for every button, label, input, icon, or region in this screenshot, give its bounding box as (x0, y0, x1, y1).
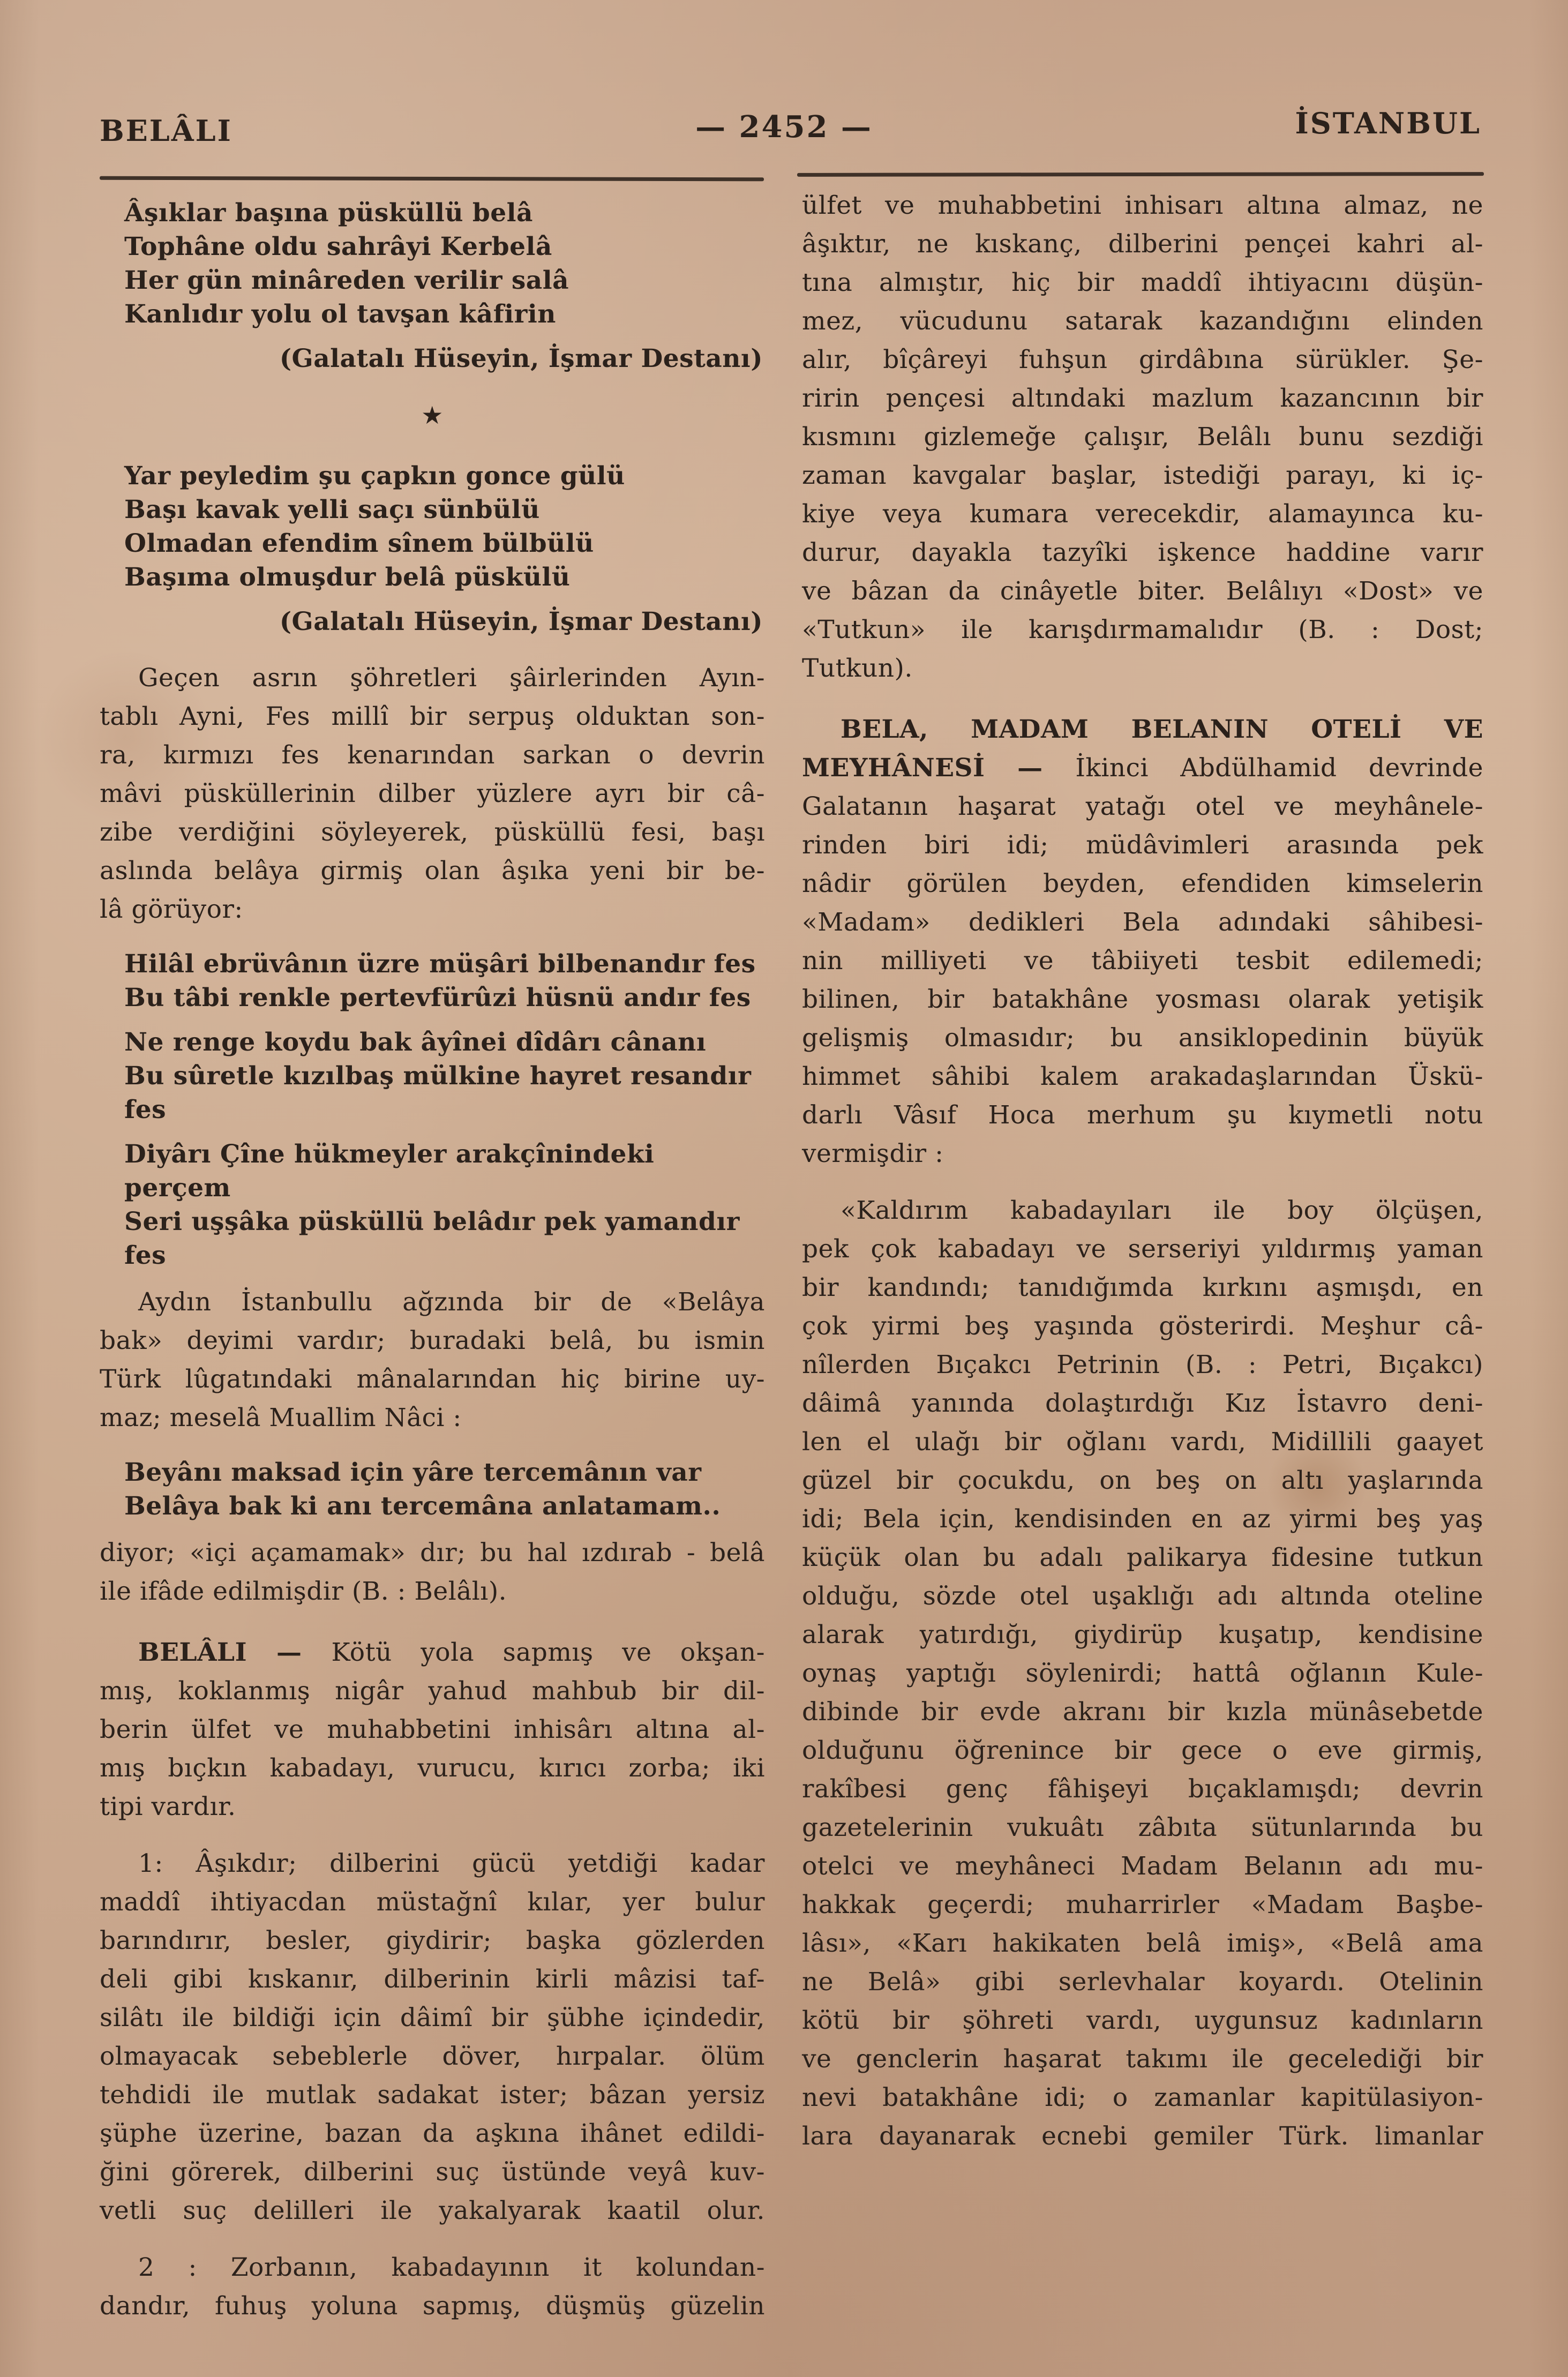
text-line: nevi batakhâne idi; o zamanlar kapitülasiyon- (802, 2083, 1483, 2112)
text-line: dâimâ yanında dolaştırdığı Kız İstavro deni- (802, 1389, 1483, 1418)
para-block (100, 1633, 765, 1826)
text-line: lâsı», «Karı hakikaten belâ imiş», «Belâ ama (802, 1929, 1483, 1958)
poem-attribution: (Galatalı Hüseyin, İşmar Destanı) (279, 607, 763, 636)
text-line: tehdidi ile mutlak sadakat ister; bâzan yersiz (100, 2080, 765, 2110)
text-line: hakkak geçerdi; muharrirler «Madam Başbe- (802, 1890, 1483, 1919)
poem-attribution: (Galatalı Hüseyin, İşmar Destanı) (279, 344, 763, 373)
entry-headword: BELÂLI — (138, 1638, 332, 1667)
text-line: himmet sâhibi kalem arakadaşlarından Üskü- (802, 1062, 1483, 1091)
text-line: lâ görüyor: (100, 895, 243, 924)
text-line: mez, vücudunu satarak kazandığını elinden (802, 306, 1483, 336)
para-block (802, 710, 1483, 1173)
header-rule-left (100, 176, 764, 182)
text-line: lara dayanarak ecnebi gemiler Türk. limanlar (802, 2121, 1483, 2151)
text-line: Bu sûretle kızılbaş mülkine hayret resandır fes (124, 1061, 752, 1124)
text-line: len el ulağı bir oğlanı vardı, Midillili gaayet (802, 1427, 1483, 1457)
text-line: Kanlıdır yolu ol tavşan kâfirin (124, 299, 556, 329)
text-line: çok yirmi beş yaşında gösterirdi. Meşhur câ- (802, 1311, 1483, 1341)
text-line: aslında belâya girmiş olan âşıka yeni bir be- (100, 856, 765, 886)
text-line: vetli suç delilleri ile yakalyarak kaatil olur. (100, 2196, 765, 2225)
text-line: tına almıştır, hiç bir maddî ihtiyacını düşün- (802, 268, 1483, 297)
text-line: olduğunu öğrenince bir gece o eve girmiş, (802, 1736, 1483, 1765)
text-line: rinden biri idi; müdâvimleri arasında pek (802, 830, 1483, 860)
text-line: «Tutkun» ile karışdırmamalıdır (B. : Dost; (802, 615, 1483, 644)
text-line: Aydın İstanbullu ağzında bir de «Belâya (138, 1287, 765, 1317)
text-line: «Madam» dedikleri Bela adındaki sâhibesi- (802, 908, 1483, 937)
text-column-right (802, 186, 1483, 2174)
text-line: Başı kavak yelli saçı sünbülü (124, 495, 540, 524)
text-line: durur, dayakla tazyîki işkence haddine varır (802, 538, 1483, 567)
text-line: dandır, fuhuş yoluna sapmış, düşmüş güzelin (100, 2291, 765, 2321)
text-line: Belâya bak ki anı tercemâna anlatamam.. (124, 1491, 721, 1521)
text-line: Bu tâbi renkle pertevfürûzi hüsnü andır fes (124, 983, 751, 1013)
text-line: zaman kavgalar başlar, istediği parayı, ki iç- (802, 461, 1483, 490)
text-line: bir kandındı; tanıdığımda kırkını aşmışdı, en (802, 1273, 1483, 1302)
text-line: ğini görerek, dilberini suç üstünde veyâ kuv- (100, 2157, 765, 2187)
text-line: barındırır, besler, giydirir; başka gözlerden (100, 1926, 765, 1955)
text-line: Beyânı maksad için yâre tercemânın var (124, 1458, 702, 1487)
entry-headword: BELA, MADAM BELANIN OTELİ VE (841, 715, 1483, 744)
text-line: vermişdir : (802, 1139, 944, 1168)
para-block (100, 1283, 765, 1437)
text-line: MEYHÂNESİ — İkinci Abdülhamid devrinde (802, 753, 1483, 783)
poem-block (124, 196, 765, 331)
text-line: küçük olan bu adalı palikarya fidesine tutkun (802, 1543, 1483, 1572)
poem-block (124, 1137, 765, 1272)
text-line: ve genclerin haşarat takımı ile gecelediği bir (802, 2044, 1483, 2074)
text-line: âşıktır, ne kıskanç, dilberini pençei kahri al- (802, 229, 1483, 259)
text-line: zibe verdiğini söyleyerek, püsküllü fesi, başı (100, 818, 765, 847)
text-line: Hilâl ebrüvânın üzre müşâri bilbenandır fes (124, 949, 756, 979)
text-line: Diyârı Çîne hükmeyler arakçînindeki perçem (124, 1139, 655, 1203)
text-line: pek çok kabadayı ve serseriyi yıldırmış yaman (802, 1234, 1483, 1264)
text-column-left (100, 196, 765, 2344)
text-line: mâvi püsküllerinin dilber yüzlere ayrı bir câ- (100, 779, 765, 808)
text-line: Galatanın haşarat yatağı otel ve meyhânele- (802, 792, 1483, 821)
text-line: alarak yatırdığı, giydirüp kuşatıp, kendisine (802, 1620, 1483, 1649)
text-line: 1: Âşıkdır; dilberini gücü yetdiği kadar (138, 1849, 765, 1878)
text-line: ra, kırmızı fes kenarından sarkan o devrin (100, 740, 765, 770)
text-line: mış bıçkın kabadayı, vurucu, kırıcı zorba; iki (100, 1753, 765, 1783)
para-block (100, 2248, 765, 2326)
text-line: kiye veya kumara verecekdir, alamayınca ku- (802, 499, 1483, 529)
entry-headword: MEYHÂNESİ — (802, 753, 1076, 783)
poem-block (124, 947, 765, 1015)
text-line: nin milliyeti ve tâbiiyeti tesbit edilemedi; (802, 946, 1483, 976)
text-line: Tophâne oldu sahrâyi Kerbelâ (124, 232, 552, 261)
text-line: gelişmiş olmasıdır; bu ansiklopedinin büyük (802, 1023, 1483, 1053)
text-line: deli gibi kıskanır, dilberinin kirli mâzisi taf- (100, 1964, 765, 1994)
text-line: kısmını gizlemeğe çalışır, Belâlı bunu sezdiği (802, 422, 1483, 452)
text-line: Âşıklar başına püsküllü belâ (124, 198, 533, 228)
text-line: Türk lûgatındaki mânalarından hiç birine uy- (100, 1364, 765, 1394)
text-line: Geçen asrın şöhretleri şâirlerinden Ayın- (138, 663, 765, 693)
text-line: olduğu, sözde otel uşaklığı adı altında oteline (802, 1581, 1483, 1611)
text-line: 2 : Zorbanın, kabadayının it kolundan- (138, 2253, 765, 2282)
text-line: diyor; «içi açamamak» dır; bu hal ızdırab - belâ (100, 1538, 765, 1568)
text-line: alır, bîçâreyi fuhşun girdâbına sürükler. Şe- (802, 345, 1483, 374)
para-block (802, 1191, 1483, 2156)
text-line: tipi vardır. (100, 1792, 236, 1821)
poem-block (124, 1456, 765, 1523)
text-line: otelci ve meyhâneci Madam Belanın adı mu- (802, 1851, 1483, 1881)
text-line: Her gün minâreden verilir salâ (124, 266, 569, 295)
text-line: mış, koklanmış nigâr yahud mahbub bir dil- (100, 1676, 765, 1706)
text-line: Seri uşşâka püsküllü belâdır pek yamandır fes (124, 1207, 740, 1270)
text-line: şüphe üzerine, bazan da aşkına ihânet edildi- (100, 2119, 765, 2148)
text-line: kötü bir şöhreti vardı, uygunsuz kadınların (802, 2006, 1483, 2035)
running-head-book-title: İSTANBUL (1295, 106, 1481, 140)
text-line: nîlerden Bıçakcı Petrinin (B. : Petri, Bıçakcı) (802, 1350, 1483, 1379)
text-line: ne Belâ» gibi serlevhalar koyardı. Otelinin (802, 1967, 1483, 1997)
text-line: nâdir görülen beyden, efendiden kimselerin (802, 869, 1483, 898)
text-line: Ne renge koydu bak âyînei dîdârı cânanı (124, 1028, 707, 1057)
text-line: gazetelerinin vukuâtı zâbıta sütunlarında bu (802, 1813, 1483, 1842)
text-line: BELÂLI — Kötü yola sapmış ve okşan- (138, 1638, 765, 1667)
text-line (802, 710, 1483, 749)
text-line: berin ülfet ve muhabbetini inhisârı altına al- (100, 1715, 765, 1744)
text-line: bilinen, bir batakhâne yosması olarak yetişik (802, 985, 1483, 1014)
text-line: idi; Bela için, kendisinden en az yirmi beş yaş (802, 1504, 1483, 1534)
text-line: ülfet ve muhabbetini inhisarı altına almaz, ne (802, 191, 1483, 220)
text-line: darlı Vâsıf Hoca merhum şu kıymetli notu (802, 1100, 1483, 1130)
running-head-entry-title: BELÂLI (100, 114, 232, 148)
text-line: ve bâzan da cinâyetle biter. Belâlıyı «Dost» ve (802, 576, 1483, 606)
text-line: Yar peyledim şu çapkın gonce gülü (124, 461, 625, 491)
text-line: rakîbesi genç fâhişeyi bıçaklamışdı; devrin (802, 1774, 1483, 1804)
text-line: silâtı ile bildiği için dâimî bir şübhe içindedir, (100, 2003, 765, 2033)
text-line: «Kaldırım kabadayıları ile boy ölçüşen, (841, 1196, 1483, 1225)
text-line: maz; meselâ Muallim Nâci : (100, 1403, 462, 1433)
poem-block (124, 459, 765, 594)
para-block (802, 186, 1483, 688)
poem-block (124, 1025, 765, 1127)
text-line: Olmadan efendim sînem bülbülü (124, 529, 594, 558)
text-line: Başıma olmuşdur belâ püskülü (124, 563, 571, 592)
text-line: oynaş yaptığı söylenirdi; hattâ oğlanın Kule- (802, 1659, 1483, 1688)
text-line: Tutkun). (802, 654, 913, 683)
text-line: olmayacak sebeblerle döver, hırpalar. ölüm (100, 2042, 765, 2071)
text-line: dibinde bir evde akranı bir kızla münâsebetde (802, 1697, 1483, 1727)
text-line: ririn pençesi altındaki mazlum kazancının bir (802, 384, 1483, 413)
para-block (100, 1844, 765, 2230)
text-line: ile ifâde edilmişdir (B. : Belâlı). (100, 1577, 507, 1606)
para-block (100, 1534, 765, 1611)
section-divider-star: ★ (421, 401, 444, 430)
text-line: bak» deyimi vardır; buradaki belâ, bu ismin (100, 1326, 765, 1355)
text-line: güzel bir çocukdu, on beş on altı yaşlarında (802, 1466, 1483, 1495)
text-line: tablı Ayni, Fes millî bir serpuş olduktan son- (100, 702, 765, 731)
page-number: — 2452 — (695, 109, 873, 145)
para-block (100, 659, 765, 929)
text-line: maddî ihtiyacdan müstağnî kılar, yer bulur (100, 1887, 765, 1917)
header-rule-right (797, 172, 1484, 177)
